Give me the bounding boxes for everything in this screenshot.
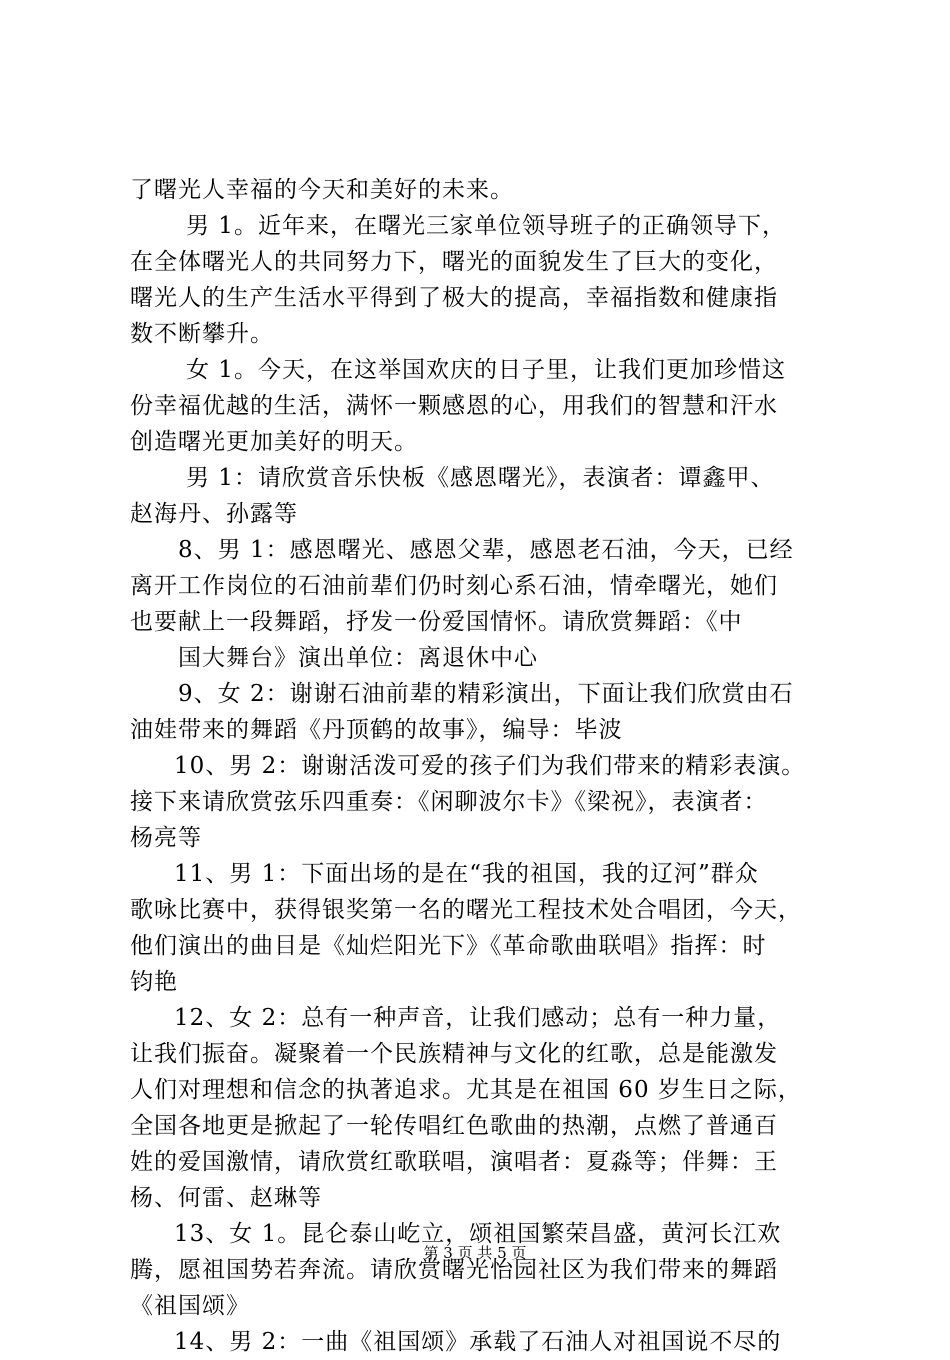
text-line: 9、女 2：谢谢石油前辈的精彩演出，下面让我们欣赏由石 <box>178 681 794 707</box>
text-line: 杨亮等 <box>130 825 202 851</box>
text-line: 数不断攀升。 <box>130 321 274 347</box>
text-line: 8、男 1：感恩曙光、感恩父辈，感恩老石油，今天，已经 <box>178 537 794 563</box>
text-line: 12、女 2：总有一种声音，让我们感动；总有一种力量， <box>174 1005 782 1031</box>
text-line: 接下来请欣赏弦乐四重奏：《闲聊波尔卡》《梁祝》，表演者： <box>130 789 768 815</box>
text-line: 女 1。今天，在这举国欢庆的日子里，让我们更加珍惜这 <box>186 357 786 383</box>
text-line: 他们演出的曲目是《灿烂阳光下》《革命歌曲联唱》指挥：时 <box>130 933 767 959</box>
text-line: 全国各地更是掀起了一轮传唱红色歌曲的热潮，点燃了普通百 <box>130 1113 778 1139</box>
text-line: 13、女 1。昆仑泰山屹立，颂祖国繁荣昌盛，黄河长江欢 <box>174 1221 782 1247</box>
text-line: 也要献上一段舞蹈，抒发一份爱国情怀。请欣赏舞蹈：《中 <box>130 609 743 635</box>
text-line: 腾，愿祖国势若奔流。请欣赏曙光怡园社区为我们带来的舞蹈 <box>130 1257 778 1283</box>
page-footer: 第 3 页 共 5 页 <box>423 1244 527 1262</box>
text-line: 创造曙光更加美好的明天。 <box>130 429 418 455</box>
text-line: 姓的爱国激情，请欣赏红歌联唱，演唱者：夏淼等；伴舞：王 <box>130 1149 778 1175</box>
text-line: 赵海丹、孙露等 <box>130 501 298 527</box>
text-line: 《祖国颂》 <box>130 1293 250 1319</box>
text-line: 离开工作岗位的石油前辈们仍时刻心系石油，情牵曙光，她们 <box>130 573 778 599</box>
text-line: 14、男 2：一曲《祖国颂》承载了石油人对祖国说不尽的 <box>174 1329 782 1355</box>
text-line: 让我们振奋。凝聚着一个民族精神与文化的红歌，总是能激发 <box>130 1041 778 1067</box>
text-line: 11、男 1：下面出场的是在“我的祖国，我的辽河”群众 <box>174 861 759 887</box>
text-line: 在全体曙光人的共同努力下，曙光的面貌发生了巨大的变化， <box>130 249 778 275</box>
text-line: 人们对理想和信念的执著追求。尤其是在祖国 60 岁生日之际， <box>130 1077 802 1103</box>
text-line: 曙光人的生产生活水平得到了极大的提高，幸福指数和健康指 <box>130 285 778 311</box>
text-line: 份幸福优越的生活，满怀一颗感恩的心，用我们的智慧和汗水 <box>130 393 778 419</box>
text-line: 油娃带来的舞蹈《丹顶鹤的故事》，编导：毕波 <box>130 717 623 743</box>
text-line: 男 1。近年来，在曙光三家单位领导班子的正确领导下， <box>186 213 786 239</box>
document-body <box>130 172 842 1360</box>
text-line: 钧艳 <box>130 969 178 995</box>
text-line: 歌咏比赛中，获得银奖第一名的曙光工程技术处合唱团，今天， <box>130 897 802 923</box>
text-line: 了曙光人幸福的今天和美好的未来。 <box>130 177 514 203</box>
text-line: 10、男 2：谢谢活泼可爱的孩子们为我们带来的精彩表演。 <box>174 753 806 779</box>
text-line: 杨、何雷、赵琳等 <box>130 1185 322 1211</box>
text-line: 国大舞台》演出单位：离退休中心 <box>178 645 538 671</box>
text-line: 男 1：请欣赏音乐快板《感恩曙光》，表演者：谭鑫甲、 <box>186 465 775 491</box>
